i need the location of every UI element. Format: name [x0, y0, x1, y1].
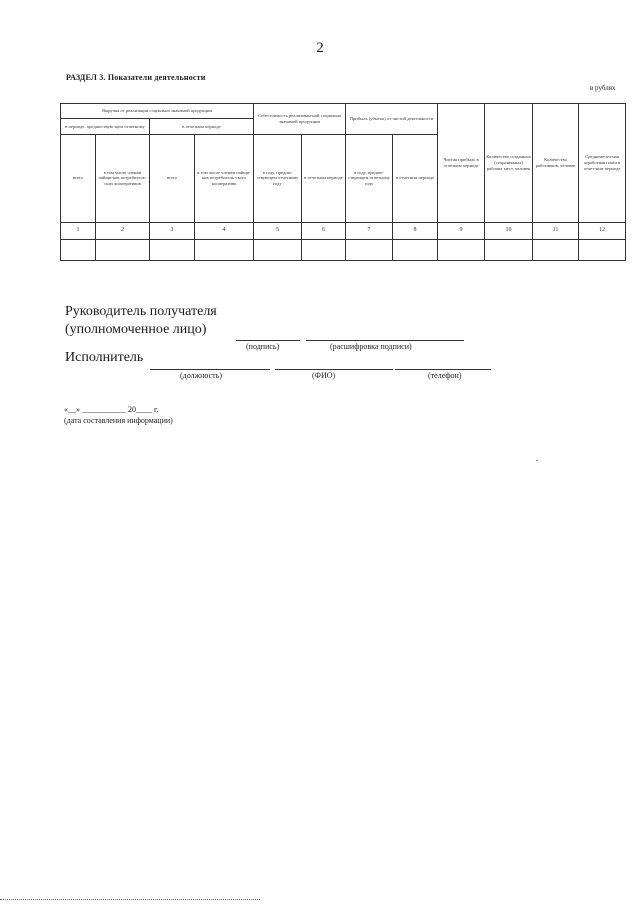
- units-label: в рублях: [590, 84, 616, 92]
- header-revenue: Выручка от реализации социально значимой продукции: [61, 104, 254, 119]
- phone-line: [395, 369, 491, 370]
- header-report-period: в отчетном периоде: [150, 119, 254, 134]
- transcript-line: [306, 340, 464, 341]
- col-number: 2: [96, 222, 150, 240]
- col-incl-members-2: в том числе членам пайщи-ков потребитель-ского кооператива: [195, 134, 254, 222]
- col-number: 11: [533, 222, 579, 240]
- section-title: РАЗДЕЛ 3. Показатели деятельности: [66, 73, 206, 82]
- date-line: «__» ___________ 20____ г.: [64, 405, 159, 414]
- page-number: 2: [316, 40, 324, 56]
- col-number: 7: [346, 222, 393, 240]
- head-label-line1: Руководитель получателя: [65, 304, 217, 319]
- transcript-caption: (расшифровка подписи): [330, 342, 412, 351]
- header-salary: Среднемесяч-ная заработная плата в отчет-ном периоде: [579, 104, 626, 223]
- header-profit: Прибыль (убыток) от чистой деятельности: [346, 104, 438, 135]
- position-caption: (должность): [180, 371, 222, 380]
- col-number: 8: [393, 222, 438, 240]
- header-cost: Себестоимость реализован-ной социально значимой продукции: [254, 104, 346, 135]
- col-number: 5: [254, 222, 302, 240]
- col-number: 9: [438, 222, 485, 240]
- col-total-2: всего: [150, 134, 195, 222]
- col-total-1: всего: [61, 134, 96, 222]
- header-prev-period: в периоде, предшествую-щем отчетному: [61, 119, 150, 134]
- bottom-dotted-line: [0, 899, 260, 900]
- col-profit-report: в отчетном периоде: [393, 134, 438, 222]
- table-row: [61, 240, 626, 261]
- position-line: [150, 369, 270, 370]
- executor-label: Исполнитель: [65, 350, 144, 365]
- indicators-table: [60, 103, 626, 261]
- col-number: 10: [485, 222, 533, 240]
- phone-caption: (телефон): [428, 371, 462, 380]
- header-jobs: Количество созданных (сохраненных) рабочих мест, человек: [485, 104, 533, 223]
- head-label-line2: (уполномоченное лицо): [65, 322, 207, 337]
- header-employees: Количество работников, человек: [533, 104, 579, 223]
- col-number: 3: [150, 222, 195, 240]
- date-caption: (дата составления информации): [64, 416, 173, 425]
- col-number: 12: [579, 222, 626, 240]
- fio-line: [275, 369, 393, 370]
- col-cost-prev-year: в году, предше-ствующем отчетному году: [254, 134, 302, 222]
- col-number: 4: [195, 222, 254, 240]
- col-number: 6: [302, 222, 346, 240]
- signature-line: [236, 340, 300, 341]
- signature-caption: (подпись): [246, 342, 280, 351]
- col-profit-prev-year: в году, предше-ствующем отчетному году: [346, 134, 393, 222]
- scan-artifact: [536, 460, 538, 461]
- col-cost-report: в отчетном периоде: [302, 134, 346, 222]
- fio-caption: (ФИО): [312, 371, 336, 380]
- col-incl-members-1: в том числе членам пайщи-ков потребитель-ских кооперативов: [96, 134, 150, 222]
- col-number: 1: [61, 222, 96, 240]
- header-net-profit: Чистая прибыль в отчетном периоде: [438, 104, 485, 223]
